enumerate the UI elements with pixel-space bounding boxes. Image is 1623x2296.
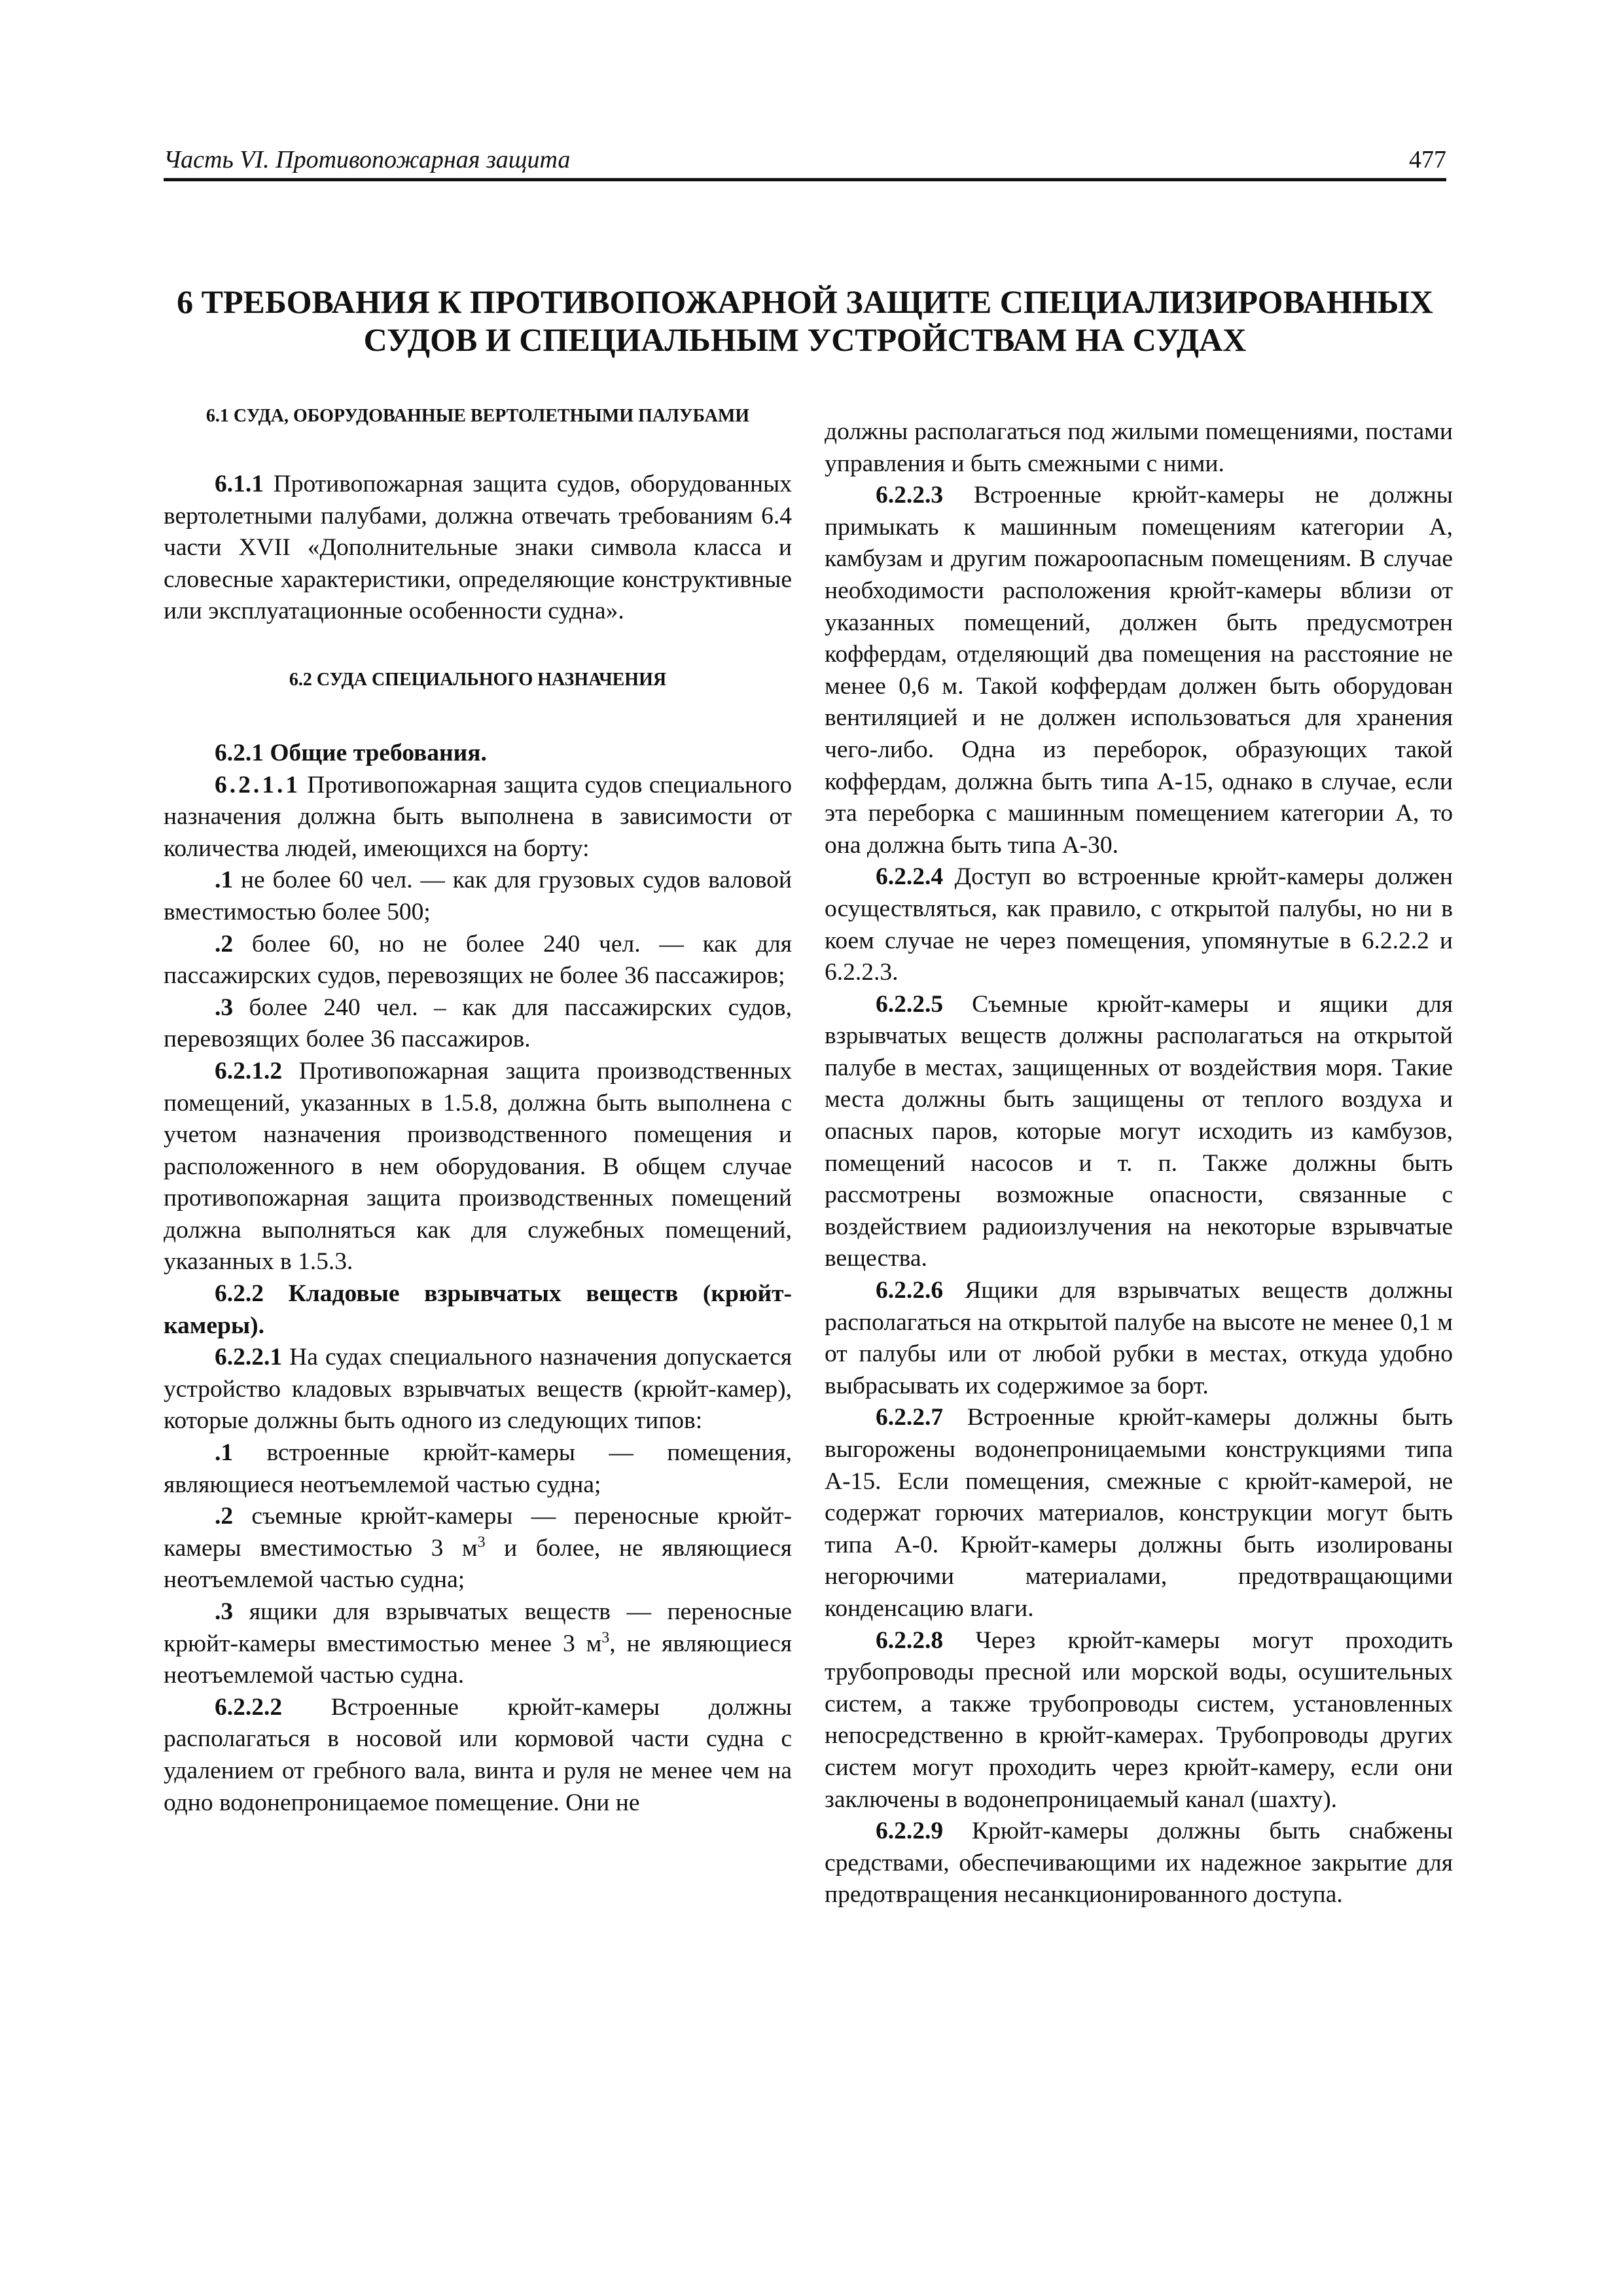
paragraph-text: Ящики для взрывчатых веществ должны располагаться на открытой палубе на высоте не менее 0,1 м от палубы или от любой рубки в местах, откуда удобно выбрасывать их содержимое за борт. (825, 1277, 1453, 1399)
paragraph-number: 6.2.2.6 (876, 1277, 944, 1304)
paragraph-number: 6.2.2.8 (876, 1626, 944, 1654)
list-item (164, 1437, 792, 1501)
paragraph-text: Противопожарная защита судов специального назначения должна быть выполнена в зависимости от количества людей, имеющихся на борту: (164, 771, 792, 862)
subsection-heading-6-2-1: 6.2.1 Общие требования. (215, 739, 487, 766)
paragraph-number: 6.2.2.3 (876, 482, 944, 509)
paragraph-6-2-2-2 (164, 1692, 792, 1819)
paragraph-number: 6.2.2.5 (876, 990, 944, 1018)
list-item-text: и более, не являющиеся неотъемлемой частью судна; (164, 1534, 792, 1594)
list-item-number: .2 (215, 1503, 234, 1530)
paragraph-text: Съемные крюйт-камеры и ящики для взрывчатых веществ должны располагаться на открытой палубе в местах, защищенных от воздействия моря. Такие места должны быть защищены от теплого воздуха и опасных паров, которые могут исходить из камбузов, помещений насосов и т. п. Также должны быть рассмотрены возможные опасности, связанные с воздействием радиоизлучения на некоторые взрывчатые вещества. (825, 990, 1453, 1272)
list-item-number: .1 (215, 1439, 234, 1467)
list-item-text: более 60, но не более 240 чел. — как для пассажирских судов, перевозящих не более 36 пассажиров; (164, 930, 792, 990)
paragraph-6-2-2-8 (825, 1625, 1453, 1816)
list-item (164, 865, 792, 928)
paragraph-text: Встроенные крюйт-камеры должны располагаться в носовой или кормовой части судна с удалением от гребного вала, винта и руля не менее чем на одно водонепроницаемое помещение. Они не (164, 1693, 792, 1816)
chapter-title: 6 ТРЕБОВАНИЯ К ПРОТИВОПОЖАРНОЙ ЗАЩИТЕ СПЕЦИАЛИЗИРОВАННЫХ СУДОВ И СПЕЦИАЛЬНЫМ УСТРОЙСТВАМ НА СУДАХ (177, 283, 1433, 358)
paragraph-6-2-2-2-continued: должны располагаться под жилыми помещениями, постами управления и быть смежными с ними. (825, 418, 1453, 477)
section-heading-6-2: 6.2 СУДА СПЕЦИАЛЬНОГО НАЗНАЧЕНИЯ (289, 669, 667, 690)
list-item-text: , не являющиеся неотъемлемой частью судна. (164, 1630, 792, 1689)
paragraph-text: Встроенные крюйт-камеры должны быть выгорожены водонепроницаемыми конструкциями типа А-15. Если помещения, смежные с крюйт-камерой, не содержат горючих материалов, конструкции могут быть типа А-0. Крюйт-камеры должны быть изолированы негорючими материалами, предотвращающими конденсацию влаги. (825, 1404, 1453, 1622)
page-number: 477 (1409, 146, 1446, 173)
list-item-text: съемные крюйт-камеры — переносные крюйт-камеры вместимостью 3 м (164, 1503, 792, 1562)
list-item (164, 929, 792, 992)
paragraph-number: 6.2.2.1 (215, 1344, 283, 1371)
superscript: 3 (477, 1534, 486, 1551)
paragraph-6-2-2-6 (825, 1275, 1453, 1402)
running-header (164, 145, 1446, 181)
list-item-number: .2 (215, 930, 234, 958)
list-item-text: встроенные крюйт-камеры — помещения, являющиеся неотъемлемой частью судна; (164, 1439, 792, 1498)
subsection-heading-6-2-2: 6.2.2 Кладовые взрывчатых веществ (крюйт-камеры). (164, 1280, 792, 1339)
paragraph-6-2-2-7 (825, 1402, 1453, 1624)
paragraph-text: Крюйт-камеры должны быть снабжены средствами, обеспечивающими их надежное закрытие для предотвращения несанкционированного доступа. (825, 1818, 1453, 1909)
right-column (825, 416, 1453, 1911)
running-title: Часть VI. Противопожарная защита (164, 146, 571, 173)
paragraph-text: Противопожарная защита судов, оборудованных вертолетными палубами, должна отвечать требованиям 6.4 части XVII «Дополнительные знаки символа класса и словесные характеристики, определяющие конструктивные или эксплуатационные особенности судна». (164, 471, 792, 625)
list-item-text: не более 60 чел. — как для грузовых судов валовой вместимостью более 500; (164, 867, 792, 925)
list-item-number: .1 (215, 867, 234, 894)
paragraph-number: 6.2.1.2 (215, 1057, 283, 1085)
paragraph-6-2-2-1 (164, 1342, 792, 1437)
paragraph-number: 6.1.1 (215, 471, 264, 497)
list-item (164, 1501, 792, 1596)
paragraph-text: Встроенные крюйт-камеры не должны примыкать к машинным помещениям категории А, камбузам и другим пожароопасным помещениям. В случае необходимости расположения крюйт-камеры вблизи от указанных помещений, должен быть предусмотрен коффердам, отделяющий два помещения на расстояние не менее 0,6 м. Такой коффердам должен быть оборудован вентиляцией и не должен использоваться для хранения чего-либо. Одна из переборок, образующих такой коффердам, должна быть типа А-15, однако в случае, если эта переборка с машинным помещением категории А, то она должна быть типа А-30. (825, 482, 1453, 859)
list-item-text: более 240 чел. – как для пассажирских судов, перевозящих более 36 пассажиров. (164, 994, 792, 1053)
paragraph-number: 6.2.1.1 (215, 771, 301, 798)
section-heading-6-1: 6.1 СУДА, ОБОРУДОВАННЫЕ ВЕРТОЛЕТНЫМИ ПАЛУБАМИ (205, 406, 750, 426)
paragraph-number: 6.2.2.9 (876, 1818, 944, 1845)
paragraph-number: 6.2.2.7 (876, 1404, 944, 1431)
paragraph-number: 6.2.2.2 (215, 1693, 283, 1721)
paragraph-text: На судах специального назначения допускается устройство кладовых взрывчатых веществ (крюйт-камер), которые должны быть одного из следующих типов: (164, 1344, 792, 1435)
paragraph-6-2-2-3 (825, 480, 1453, 861)
superscript: 3 (601, 1629, 610, 1647)
list-item-text: ящики для взрывчатых веществ — переносные крюйт-камеры вместимостью менее 3 м (164, 1598, 792, 1657)
paragraph-6-2-2-9 (825, 1816, 1453, 1911)
paragraph-text: Противопожарная защита производственных помещений, указанных в 1.5.8, должна быть выполнена с учетом назначения производственного помещения и расположенного в нем оборудования. В общем случае противопожарная защита производственных помещений должна выполняться как для служебных помещений, указанных в 1.5.3. (164, 1057, 792, 1276)
list-item (164, 992, 792, 1056)
list-item-number: .3 (215, 1598, 234, 1625)
paragraph-number: 6.2.2.4 (876, 863, 944, 891)
list-item-number: .3 (215, 994, 234, 1021)
paragraph-6-2-2-4 (825, 861, 1453, 988)
paragraph-6-2-1-1 (164, 770, 792, 865)
list-item (164, 1596, 792, 1692)
paragraph-6-2-2-5 (825, 989, 1453, 1275)
paragraph-text: Доступ во встроенные крюйт-камеры должен осуществляться, как правило, с открытой палубы, но ни в коем случае не через помещения, упомянутые в 6.2.2.2 и 6.2.2.3. (825, 863, 1453, 986)
paragraph-text: Через крюйт-камеры могут проходить трубопроводы пресной или морской воды, осушительных систем, а также трубопроводы систем, установленных непосредственно в крюйт-камерах. Трубопроводы других систем могут проходить через крюйт-камеру, если они заключены в водонепроницаемый канал (шахту). (825, 1626, 1453, 1813)
paragraph-6-2-1-2 (164, 1056, 792, 1278)
paragraph-6-1-1 (164, 469, 792, 628)
left-column (164, 403, 792, 1819)
